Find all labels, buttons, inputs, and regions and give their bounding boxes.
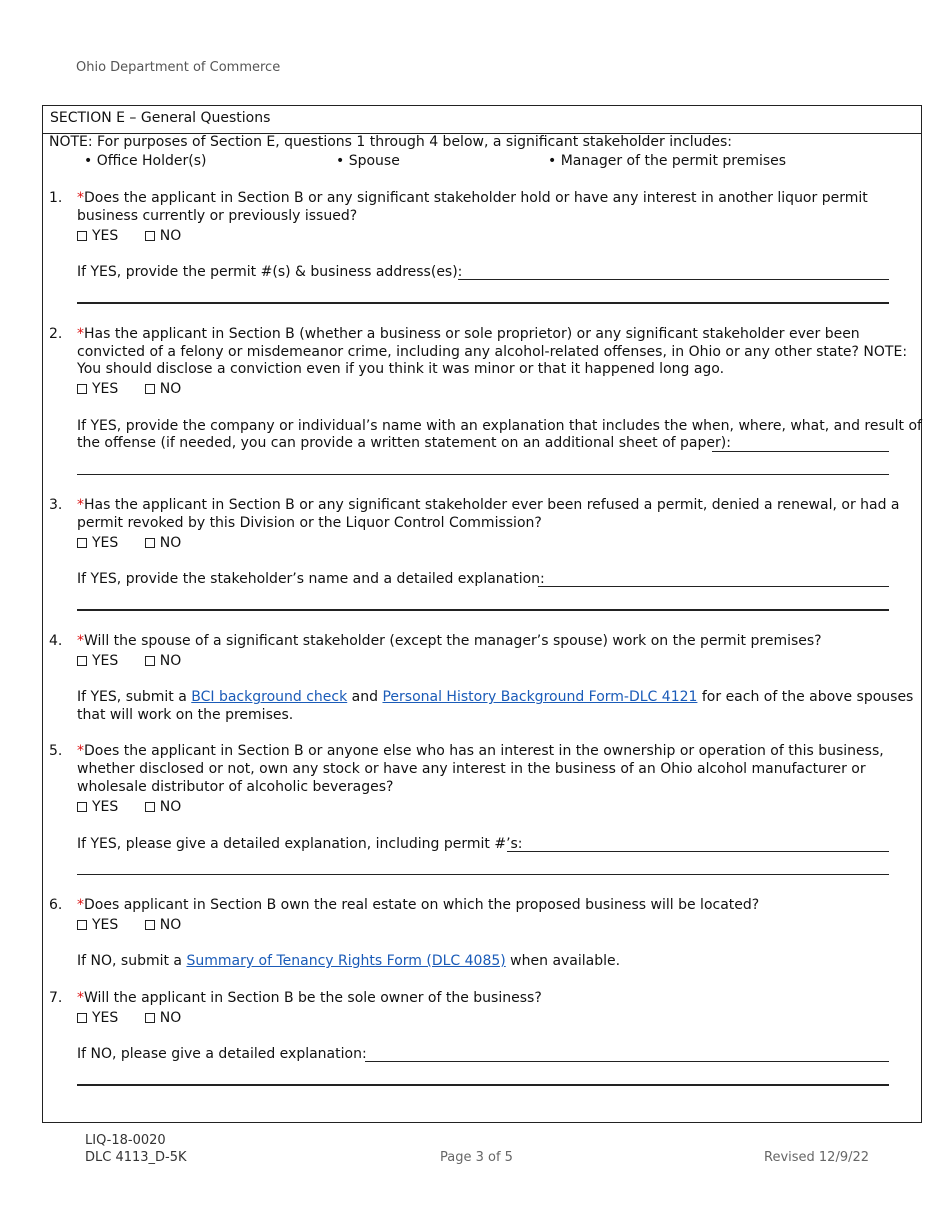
no-checkbox[interactable]: NO xyxy=(145,1009,182,1027)
no-checkbox[interactable]: NO xyxy=(145,534,182,552)
stakeholder-item: • Office Holder(s) xyxy=(84,153,207,169)
yes-checkbox[interactable]: YES xyxy=(77,1009,118,1027)
answer-line[interactable] xyxy=(77,1084,889,1086)
yes-no-group xyxy=(77,652,203,670)
question-number: 4. xyxy=(49,633,63,649)
no-checkbox[interactable]: NO xyxy=(145,652,182,670)
question-text: *Will the applicant in Section B be the sole owner of the business? xyxy=(77,990,542,1006)
yes-checkbox[interactable]: YES xyxy=(77,380,118,398)
followup-text: If YES, provide the stakeholder’s name and a detailed explanation: xyxy=(77,571,545,587)
answer-line[interactable] xyxy=(458,279,889,280)
section-title: SECTION E – General Questions xyxy=(50,110,271,126)
question-number: 6. xyxy=(49,897,63,913)
no-checkbox[interactable]: NO xyxy=(145,227,182,245)
question-number: 2. xyxy=(49,326,63,342)
section-header xyxy=(43,106,921,134)
revised-date: Revised 12/9/22 xyxy=(764,1150,870,1165)
yes-checkbox[interactable]: YES xyxy=(77,534,118,552)
yes-checkbox[interactable]: YES xyxy=(77,798,118,816)
answer-line[interactable] xyxy=(77,474,889,475)
answer-line[interactable] xyxy=(77,302,889,304)
followup-text: If NO, please give a detailed explanation: xyxy=(77,1046,367,1062)
answer-line[interactable] xyxy=(538,586,889,587)
question-text: You should disclose a conviction even if you think it was minor or that it happened long ago. xyxy=(77,361,725,377)
answer-line[interactable] xyxy=(77,609,889,611)
question-number: 3. xyxy=(49,497,63,513)
yes-checkbox[interactable]: YES xyxy=(77,652,118,670)
no-checkbox[interactable]: NO xyxy=(145,916,182,934)
question-text: *Has the applicant in Section B (whether a business or sole proprietor) or any significant stakeholder ever been xyxy=(77,326,860,342)
followup-text: If YES, provide the permit #(s) & business address(es): xyxy=(77,264,463,280)
personal-history-form-link[interactable]: Personal History Background Form-DLC 4121 xyxy=(382,689,698,705)
agency-name: Ohio Department of Commerce xyxy=(76,60,281,75)
stakeholder-item: • Spouse xyxy=(336,153,400,169)
followup-text: the offense (if needed, you can provide a written statement on an additional sheet of paper): xyxy=(77,435,731,451)
form-id: LIQ-18-0020 xyxy=(85,1133,166,1148)
followup-text: If YES, submit a BCI background check and Personal History Background Form-DLC 4121 for each of the above spouses xyxy=(77,689,914,705)
yes-no-group xyxy=(77,534,203,552)
question-text: convicted of a felony or misdemeanor crime, including any alcohol-related offenses, in Ohio or any other state? NOTE: xyxy=(77,344,908,360)
followup-text: If YES, provide the company or individual’s name with an explanation that includes the when, where, what, and result of xyxy=(77,418,922,434)
question-number: 7. xyxy=(49,990,63,1006)
page-number: Page 3 of 5 xyxy=(440,1150,513,1165)
question-text: *Does the applicant in Section B or anyone else who has an interest in the ownership or operation of this business, xyxy=(77,743,884,759)
question-text: *Has the applicant in Section B or any significant stakeholder ever been refused a permit, denied a renewal, or had a xyxy=(77,497,900,513)
answer-line[interactable] xyxy=(712,451,889,452)
tenancy-rights-form-link[interactable]: Summary of Tenancy Rights Form (DLC 4085) xyxy=(186,953,506,969)
section-e-frame xyxy=(42,105,922,1123)
yes-no-group xyxy=(77,916,203,934)
form-code: DLC 4113_D-5K xyxy=(85,1150,187,1165)
yes-no-group xyxy=(77,380,203,398)
question-text: whether disclosed or not, own any stock or have any interest in the business of an Ohio alcohol manufacturer or xyxy=(77,761,866,777)
yes-no-group xyxy=(77,227,203,245)
question-text: wholesale distributor of alcoholic beverages? xyxy=(77,779,394,795)
no-checkbox[interactable]: NO xyxy=(145,798,182,816)
section-note: NOTE: For purposes of Section E, questions 1 through 4 below, a significant stakeholder includes: xyxy=(49,134,732,150)
question-text: *Does applicant in Section B own the real estate on which the proposed business will be located? xyxy=(77,897,760,913)
yes-checkbox[interactable]: YES xyxy=(77,227,118,245)
no-checkbox[interactable]: NO xyxy=(145,380,182,398)
followup-text: If YES, please give a detailed explanation, including permit #’s: xyxy=(77,836,523,852)
answer-line[interactable] xyxy=(77,874,889,875)
yes-no-group xyxy=(77,798,203,816)
question-number: 1. xyxy=(49,190,63,206)
answer-line[interactable] xyxy=(365,1061,889,1062)
yes-checkbox[interactable]: YES xyxy=(77,916,118,934)
followup-text: that will work on the premises. xyxy=(77,707,294,723)
stakeholder-item: • Manager of the permit premises xyxy=(548,153,787,169)
question-number: 5. xyxy=(49,743,63,759)
yes-no-group xyxy=(77,1009,203,1027)
question-text: *Will the spouse of a significant stakeholder (except the manager’s spouse) work on the permit premises? xyxy=(77,633,822,649)
question-text: permit revoked by this Division or the Liquor Control Commission? xyxy=(77,515,542,531)
followup-text: If NO, submit a Summary of Tenancy Rights Form (DLC 4085) when available. xyxy=(77,953,621,969)
question-text: business currently or previously issued? xyxy=(77,208,358,224)
bci-background-check-link[interactable]: BCI background check xyxy=(191,689,348,705)
answer-line[interactable] xyxy=(507,851,889,852)
question-text: *Does the applicant in Section B or any significant stakeholder hold or have any interest in another liquor permit xyxy=(77,190,868,206)
